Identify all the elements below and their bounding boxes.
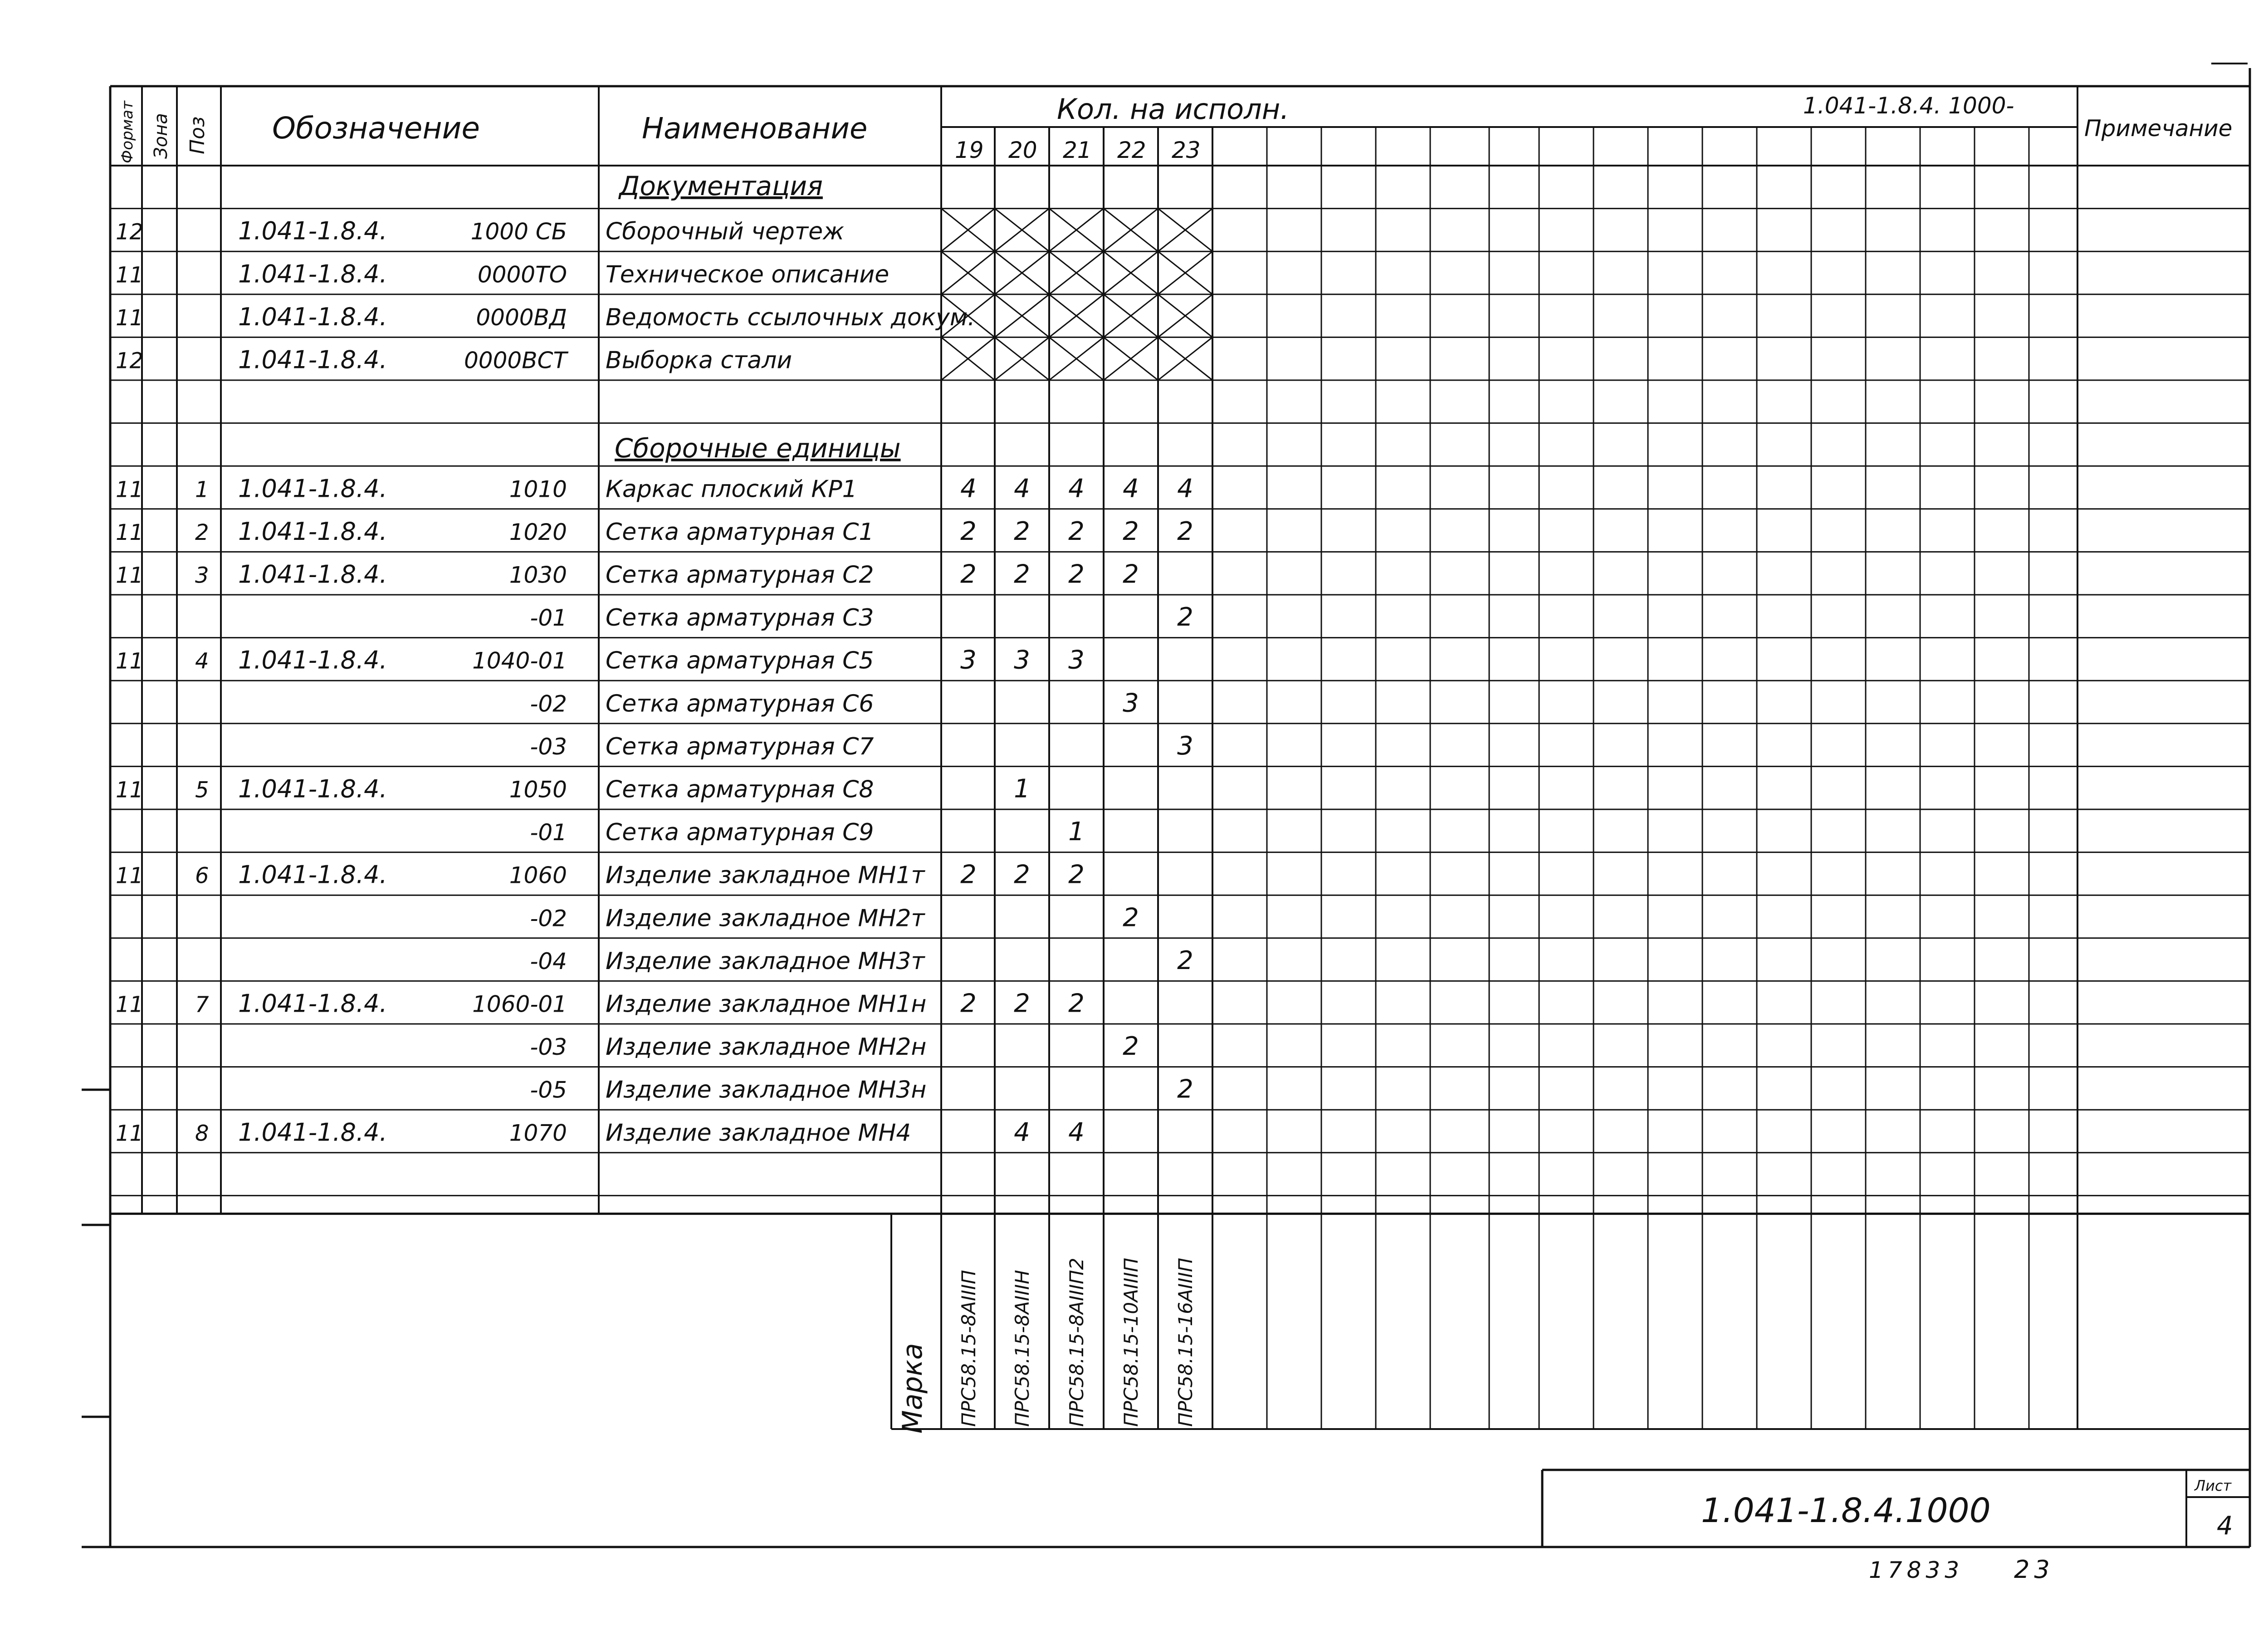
variant-mark: ПРС58.15-16АIIIП xyxy=(1174,1258,1197,1427)
cell-designation-suffix: 1040-01 xyxy=(472,647,567,674)
cell-name: Сетка арматурная С5 xyxy=(606,647,874,675)
table-row xyxy=(530,688,1139,718)
cell-name: Выборка стали xyxy=(606,347,792,374)
cell-qty: 2 xyxy=(960,860,977,890)
spec-table-grid xyxy=(82,64,2250,1547)
cell-designation-suffix: 1070 xyxy=(509,1120,567,1146)
cell-designation-base: 1.041-1.8.4. xyxy=(238,302,387,331)
cell-qty: 2 xyxy=(1014,860,1030,890)
variant-header: 23 xyxy=(1172,137,1201,163)
cell-pos: 3 xyxy=(195,563,209,588)
cell-name: Сетка арматурная С2 xyxy=(606,561,874,589)
cell-designation-base: 1.041-1.8.4. xyxy=(238,345,387,374)
cell-format: 11 xyxy=(116,777,144,803)
cell-qty: 2 xyxy=(1014,559,1030,589)
cell-pos: 2 xyxy=(195,519,209,545)
cell-format: 11 xyxy=(116,563,144,588)
cell-qty: 2 xyxy=(1123,1032,1139,1062)
cell-name: Сетка арматурная С6 xyxy=(606,690,874,718)
header-note: Примечание xyxy=(2084,115,2233,142)
cell-qty: 2 xyxy=(960,559,977,589)
cell-designation-suffix: 1000 СБ xyxy=(470,218,567,245)
table-row xyxy=(116,474,1193,503)
header-format: Формат xyxy=(118,101,137,163)
cell-format: 11 xyxy=(116,863,144,889)
table-row xyxy=(530,602,1193,632)
cell-designation-suffix: 0000ВСТ xyxy=(464,347,567,374)
section-docs-title: Документация xyxy=(619,171,823,201)
cell-designation-base: 1.041-1.8.4. xyxy=(238,989,387,1018)
cell-qty: 2 xyxy=(1177,1074,1193,1104)
table-row xyxy=(116,517,1193,546)
cell-qty: 2 xyxy=(1014,989,1030,1018)
cell-pos: 8 xyxy=(195,1121,209,1146)
cell-designation-base: 1.041-1.8.4. xyxy=(238,259,387,289)
cell-designation-suffix: -05 xyxy=(530,1077,567,1103)
cell-name: Изделие закладное МН2т xyxy=(606,905,925,932)
variant-mark: ПРС58.15-8АIIIН xyxy=(1011,1270,1033,1427)
cell-designation-base: 1.041-1.8.4. xyxy=(238,860,387,889)
cell-qty: 2 xyxy=(1068,989,1085,1018)
cell-qty: 2 xyxy=(1068,516,1085,546)
cell-qty: 3 xyxy=(960,645,977,675)
table-row xyxy=(530,731,1193,761)
cell-pos: 5 xyxy=(195,777,209,803)
cell-name: Ведомость ссылочных докум. xyxy=(606,304,975,331)
cell-name: Изделие закладное МН4 xyxy=(606,1119,911,1147)
cell-qty: 2 xyxy=(1123,559,1139,589)
cell-name: Изделие закладное МН3т xyxy=(606,947,925,975)
sheet-label: Лист xyxy=(2195,1477,2232,1494)
sheet-number: 4 xyxy=(2217,1511,2233,1541)
cell-qty: 2 xyxy=(1123,516,1139,546)
spec-rows xyxy=(116,217,1193,1147)
cell-format: 11 xyxy=(116,305,144,331)
cell-designation-base: 1.041-1.8.4. xyxy=(238,474,387,503)
table-row xyxy=(530,817,1084,847)
table-row xyxy=(530,946,1193,975)
title-block-code: 1.041-1.8.4.1000 xyxy=(1701,1491,1991,1530)
cell-designation-suffix: 0000ВД xyxy=(476,304,567,331)
variant-header: 21 xyxy=(1063,137,1092,163)
archive-number: 17833 xyxy=(1869,1557,1964,1583)
cell-format: 11 xyxy=(116,477,144,503)
cell-qty: 4 xyxy=(1068,474,1085,504)
cell-qty: 2 xyxy=(960,989,977,1018)
table-row xyxy=(116,346,792,374)
cell-name: Изделие закладное МН1т xyxy=(606,862,925,889)
cell-qty: 2 xyxy=(960,516,977,546)
cell-format: 12 xyxy=(116,219,144,245)
header-zone: Зона xyxy=(151,113,171,159)
cell-qty: 1 xyxy=(1068,817,1085,847)
cell-designation-suffix: 1050 xyxy=(509,776,567,803)
table-row xyxy=(116,1117,1085,1147)
header-doc-ref: 1.041-1.8.4. 1000- xyxy=(1803,93,2014,119)
cell-qty: 4 xyxy=(960,474,977,504)
cell-format: 11 xyxy=(116,519,144,545)
table-row xyxy=(116,560,1139,589)
cell-name: Каркас плоский КР1 xyxy=(606,475,857,503)
section-assemblies-title: Сборочные единицы xyxy=(615,433,901,464)
table-row xyxy=(530,1032,1139,1061)
cell-designation-base: 1.041-1.8.4. xyxy=(238,1118,387,1147)
cell-qty: 2 xyxy=(1177,945,1193,975)
cell-name: Техническое описание xyxy=(606,261,890,289)
cell-qty: 4 xyxy=(1123,474,1139,504)
cell-qty: 4 xyxy=(1014,474,1030,504)
cell-qty: 4 xyxy=(1014,1117,1030,1147)
header-pos: Поз xyxy=(186,116,209,154)
table-row xyxy=(116,259,889,288)
cell-qty: 3 xyxy=(1068,645,1085,675)
table-row xyxy=(116,303,975,331)
cell-format: 11 xyxy=(116,648,144,674)
cell-pos: 4 xyxy=(195,648,209,674)
cell-designation-base: 1.041-1.8.4. xyxy=(238,646,387,675)
cell-pos: 6 xyxy=(195,863,209,889)
cell-designation-suffix: 1010 xyxy=(509,476,567,503)
variant-headers xyxy=(955,137,1201,163)
table-row xyxy=(530,903,1139,932)
cell-qty: 4 xyxy=(1177,474,1193,504)
cell-qty: 2 xyxy=(1177,516,1193,546)
table-row xyxy=(116,774,1030,804)
cell-format: 11 xyxy=(116,262,144,288)
header-qty-title: Кол. на исполн. xyxy=(1057,93,1289,126)
cell-qty: 2 xyxy=(1068,559,1085,589)
cell-pos: 7 xyxy=(195,992,209,1018)
cell-designation-suffix: -01 xyxy=(530,819,567,846)
cell-qty: 3 xyxy=(1014,645,1030,675)
cell-designation-suffix: -02 xyxy=(530,905,567,932)
cell-designation-suffix: 1060-01 xyxy=(472,991,567,1018)
cell-format: 12 xyxy=(116,348,144,374)
cell-designation-base: 1.041-1.8.4. xyxy=(238,216,387,245)
cell-format: 11 xyxy=(116,1121,144,1146)
cell-name: Сетка арматурная С8 xyxy=(606,776,874,803)
title-block xyxy=(1701,1477,2233,1541)
cell-designation-base: 1.041-1.8.4. xyxy=(238,774,387,803)
variant-header: 22 xyxy=(1117,137,1146,163)
cell-name: Сборочный чертеж xyxy=(606,218,844,245)
cell-designation-suffix: 1060 xyxy=(509,862,567,889)
cell-designation-suffix: -03 xyxy=(530,733,567,760)
cell-qty: 3 xyxy=(1177,731,1193,761)
variant-header: 19 xyxy=(955,137,984,163)
cell-name: Сетка арматурная С1 xyxy=(606,518,874,546)
variant-marks xyxy=(958,1258,1197,1427)
cell-name: Изделие закладное МН2н xyxy=(606,1033,927,1061)
cell-designation-base: 1.041-1.8.4. xyxy=(238,517,387,546)
cell-qty: 2 xyxy=(1123,903,1139,933)
cell-qty: 4 xyxy=(1068,1117,1085,1147)
cell-designation-base: 1.041-1.8.4. xyxy=(238,560,387,589)
table-row xyxy=(116,646,1085,675)
cell-qty: 2 xyxy=(1068,860,1085,890)
table-row xyxy=(116,217,844,245)
cell-name: Сетка арматурная С3 xyxy=(606,604,874,632)
page-number: 23 xyxy=(2014,1555,2054,1584)
variant-mark: ПРС58.15-8АIIIП xyxy=(958,1270,980,1427)
cell-qty: 2 xyxy=(1014,516,1030,546)
cell-designation-suffix: 1020 xyxy=(509,519,567,545)
cell-qty: 3 xyxy=(1123,688,1139,718)
cell-name: Изделие закладное МН3н xyxy=(606,1076,927,1104)
header-designation: Обозначение xyxy=(272,111,480,146)
cell-designation-suffix: 1030 xyxy=(509,562,567,588)
header-name: Наименование xyxy=(642,112,868,146)
cell-name: Сетка арматурная С7 xyxy=(606,733,874,760)
cell-qty: 2 xyxy=(1177,602,1193,632)
table-row xyxy=(530,1075,1193,1104)
variant-mark: ПРС58.15-8АIIIП2 xyxy=(1066,1258,1088,1427)
cell-qty: 1 xyxy=(1014,774,1030,804)
cell-designation-suffix: 0000ТО xyxy=(477,261,567,288)
cell-designation-suffix: -03 xyxy=(530,1034,567,1061)
table-row xyxy=(116,989,1085,1018)
cell-designation-suffix: -04 xyxy=(530,948,567,974)
table-row xyxy=(116,860,1085,890)
cell-designation-suffix: -02 xyxy=(530,690,567,717)
cell-name: Сетка арматурная С9 xyxy=(606,819,874,847)
cell-pos: 1 xyxy=(195,477,209,503)
cell-designation-suffix: -01 xyxy=(530,605,567,632)
variant-header: 20 xyxy=(1008,137,1037,163)
cell-name: Изделие закладное МН1н xyxy=(606,990,927,1018)
variant-mark: ПРС58.15-10АIIIП xyxy=(1120,1258,1142,1427)
marks-label: Марка xyxy=(897,1343,929,1434)
cell-format: 11 xyxy=(116,992,144,1018)
